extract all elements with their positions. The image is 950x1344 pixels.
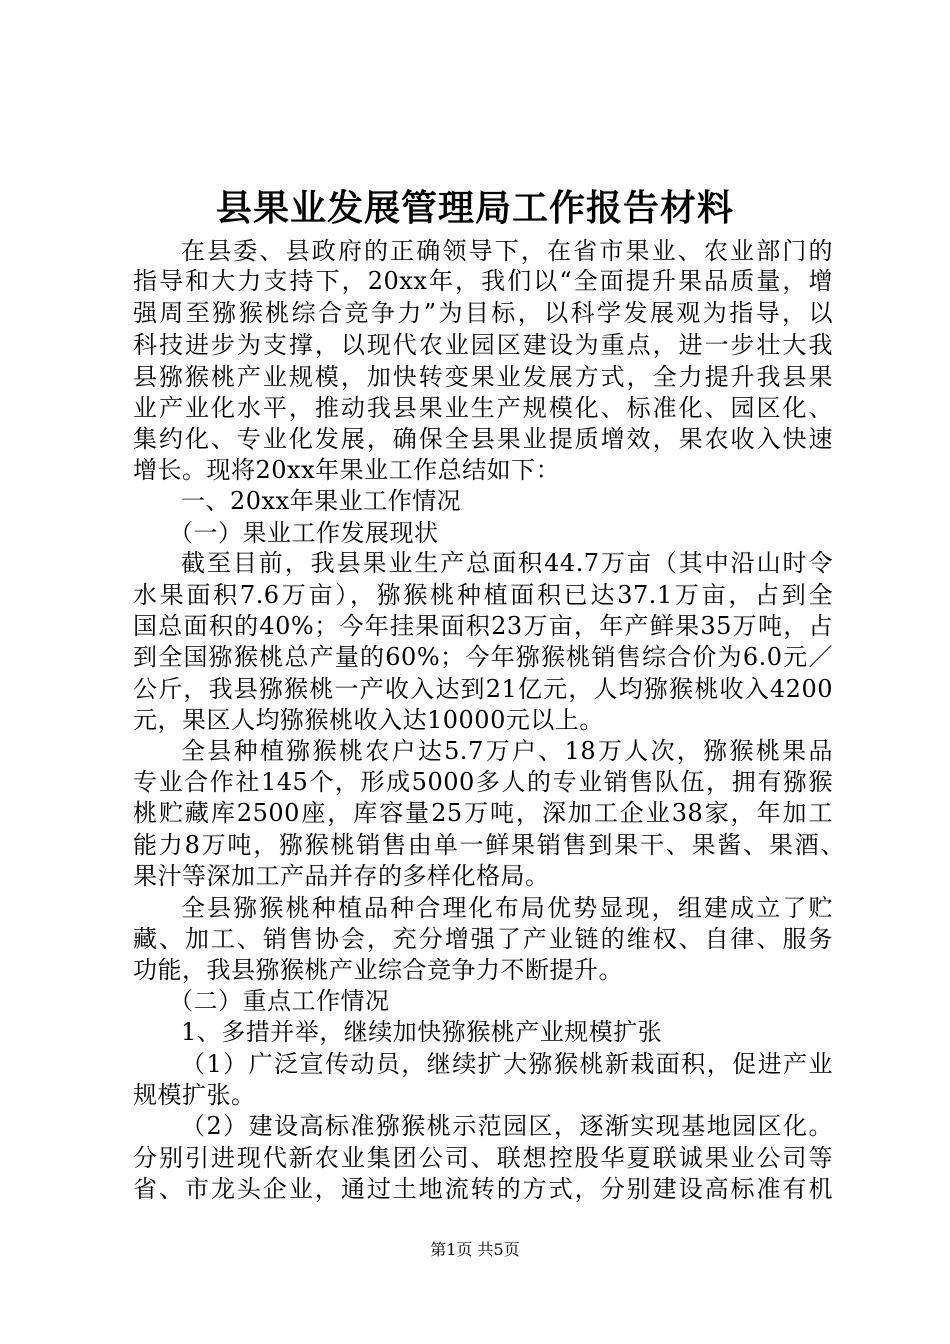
body-line: 全县种植猕猴桃农户达5.7万户、18万人次，猕猴桃果品 — [181, 737, 833, 765]
body-line: 业产业化水平，推动我县果业生产规模化、标准化、园区化、 — [133, 394, 833, 422]
body-line: 公斤，我县猕猴桃一产收入达到21亿元，人均猕猴桃收入4200 — [133, 675, 833, 703]
body-line: 元，果区人均猕猴桃收入达10000元以上。 — [133, 706, 604, 734]
body-line: 省、市龙头企业，通过土地流转的方式，分别建设高标准有机 — [133, 1175, 833, 1203]
body-line: 集约化、专业化发展，确保全县果业提质增效，果农收入快速 — [133, 425, 833, 453]
body-line: 县猕猴桃产业规模，加快转变果业发展方式，全力提升我县果 — [133, 363, 833, 391]
body-line: 科技进步为支撑，以现代农业园区建设为重点，进一步壮大我 — [133, 331, 833, 359]
page-footer: 第1页 共5页 — [430, 1240, 520, 1259]
body-line: 果汁等深加工产品并存的多样化格局。 — [133, 862, 550, 890]
body-line: （1）广泛宣传动员，继续扩大猕猴桃新栽面积，促进产业 — [181, 1050, 833, 1078]
subsection-heading: （一）果业工作发展现状 — [169, 519, 439, 547]
body-line: 到全国猕猴桃总产量的60%；今年猕猴桃销售综合价为6.0元／ — [133, 643, 833, 671]
body-line: 能力8万吨，猕猴桃销售由单一鲜果销售到果干、果酱、果酒、 — [133, 831, 845, 859]
item-heading: 1、多措并举，继续加快猕猴桃产业规模扩张 — [181, 1018, 663, 1046]
body-line: 水果面积7.6万亩），猕猴桃种植面积已达37.1万亩，占到全 — [133, 581, 833, 609]
body-line: 规模扩张。 — [133, 1081, 256, 1109]
body-line: 藏、加工、销售协会，充分增强了产业链的维权、自律、服务 — [133, 925, 833, 953]
body-line: 强周至猕猴桃综合竞争力”为目标，以科学发展观为指导，以 — [133, 299, 833, 327]
body-line: 功能，我县猕猴桃产业综合竞争力不断提升。 — [133, 956, 623, 984]
body-line: 桃贮藏库2500座，库容量25万吨，深加工企业38家，年加工 — [133, 799, 833, 827]
document-title: 县果业发展管理局工作报告材料 — [215, 187, 734, 229]
body-line: 国总面积的40%；今年挂果面积23万亩，年产鲜果35万吨，占 — [133, 612, 833, 640]
body-line: 在县委、县政府的正确领导下，在省市果业、农业部门的 — [181, 237, 833, 265]
body-line: 全县猕猴桃种植品种合理化布局优势显现，组建成立了贮 — [181, 894, 833, 922]
body-line: 截至目前，我县果业生产总面积44.7万亩（其中沿山时令 — [181, 549, 833, 577]
body-line: 指导和大力支持下，20xx年，我们以“全面提升果品质量，增 — [133, 267, 833, 295]
body-line: 增长。现将20xx年果业工作总结如下： — [133, 456, 561, 484]
subsection-heading: （二）重点工作情况 — [169, 987, 390, 1015]
body-line: （2）建设高标准猕猴桃示范园区，逐渐实现基地园区化。 — [181, 1112, 833, 1140]
section-heading: 一、20xx年果业工作情况 — [181, 487, 462, 515]
body-line: 专业合作社145个，形成5000多人的专业销售队伍，拥有猕猴 — [133, 768, 833, 796]
body-line: 分别引进现代新农业集团公司、联想控股华夏联诚果业公司等 — [133, 1144, 833, 1172]
